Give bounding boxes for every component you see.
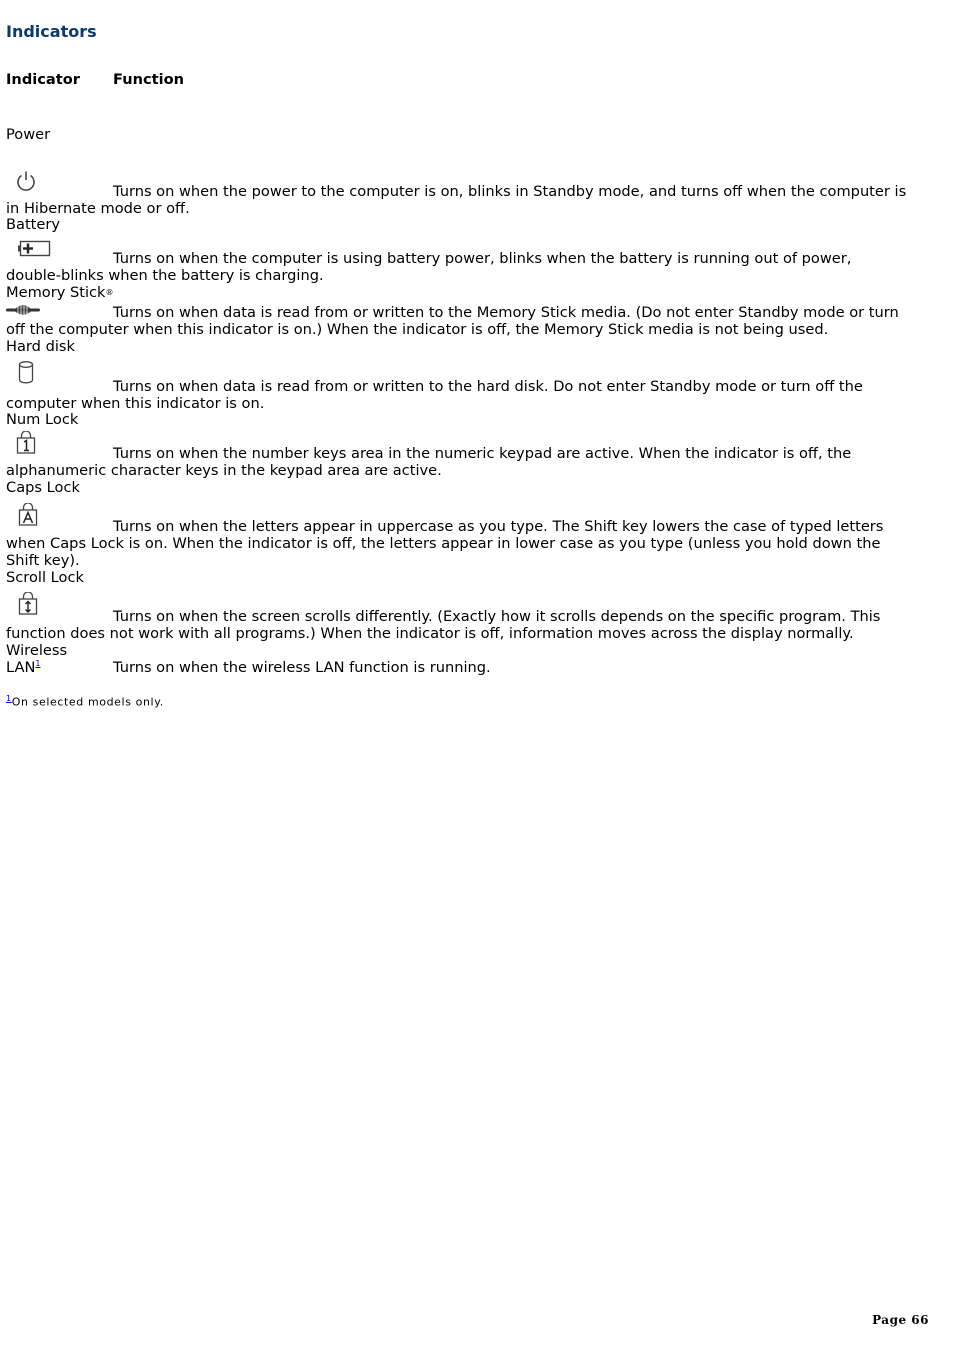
num-lock-icon <box>15 431 37 455</box>
function-text-scroll-lock: Turns on when the screen scrolls differently. (Exactly how it scrolls depends on the specific program. This <box>113 608 881 625</box>
function-text-num-lock-cont: alphanumeric character keys in the keypad area are active. <box>6 462 442 479</box>
function-text-memory-stick: Turns on when data is read from or written to the Memory Stick media. (Do not enter Standby mode or turn <box>113 304 899 321</box>
indicator-label-lan <box>6 659 40 676</box>
memory-stick-icon <box>6 302 40 318</box>
registered-mark: ® <box>105 288 114 297</box>
function-text-caps-lock-cont: when Caps Lock is on. When the indicator is off, the letters appear in lower case as you type (unless you hold down the <box>6 535 881 552</box>
function-text-power-cont: in Hibernate mode or off. <box>6 200 190 217</box>
footnote-text: On selected models only. <box>11 695 164 709</box>
page-title: Indicators <box>6 22 97 41</box>
function-text-caps-lock: Turns on when the letters appear in uppercase as you type. The Shift key lowers the case of typed letters <box>113 518 884 535</box>
power-icon <box>14 169 38 193</box>
lan-label-text: LAN <box>6 659 36 676</box>
indicator-label-battery: Battery <box>6 216 61 233</box>
function-text-memory-stick-cont: off the computer when this indicator is on.) When the indicator is off, the Memory Stick media is not being used. <box>6 321 829 338</box>
footnote <box>6 694 164 709</box>
function-text-caps-lock-cont2: Shift key). <box>6 552 80 569</box>
indicator-label-memory-stick <box>6 284 114 301</box>
function-text-num-lock: Turns on when the number keys area in the numeric keypad are active. When the indicator is off, the <box>113 445 852 462</box>
function-text-scroll-lock-cont: function does not work with all programs.) When the indicator is off, information moves across the display normally. <box>6 625 854 642</box>
battery-icon <box>18 238 52 260</box>
indicator-label-num-lock: Num Lock <box>6 411 79 428</box>
function-text-wireless-lan: Turns on when the wireless LAN function is running. <box>113 659 491 676</box>
hard-disk-icon <box>17 360 35 386</box>
function-text-battery: Turns on when the computer is using battery power, blinks when the battery is running out of power, <box>113 250 852 267</box>
page-number: Page 66 <box>872 1313 929 1327</box>
indicator-label-scroll-lock: Scroll Lock <box>6 569 84 586</box>
column-header-function: Function <box>113 71 185 88</box>
memory-stick-label-text: Memory Stick <box>6 284 106 301</box>
indicator-label-power: Power <box>6 126 51 143</box>
indicator-label-caps-lock: Caps Lock <box>6 479 80 496</box>
function-text-hard-disk-cont: computer when this indicator is on. <box>6 395 265 412</box>
footnote-anchor[interactable]: 1 <box>6 694 12 703</box>
function-text-hard-disk: Turns on when data is read from or written to the hard disk. Do not enter Standby mode or turn off the <box>113 378 863 395</box>
caps-lock-icon <box>17 503 39 527</box>
function-text-battery-cont: double-blinks when the battery is charging. <box>6 267 324 284</box>
scroll-lock-icon <box>17 592 39 616</box>
function-text-power: Turns on when the power to the computer is on, blinks in Standby mode, and turns off when the computer is <box>113 183 907 200</box>
indicator-label-wireless: Wireless <box>6 642 68 659</box>
footnote-link[interactable]: 1 <box>35 659 41 669</box>
column-header-indicator: Indicator <box>6 71 80 88</box>
indicator-label-hard-disk: Hard disk <box>6 338 75 355</box>
